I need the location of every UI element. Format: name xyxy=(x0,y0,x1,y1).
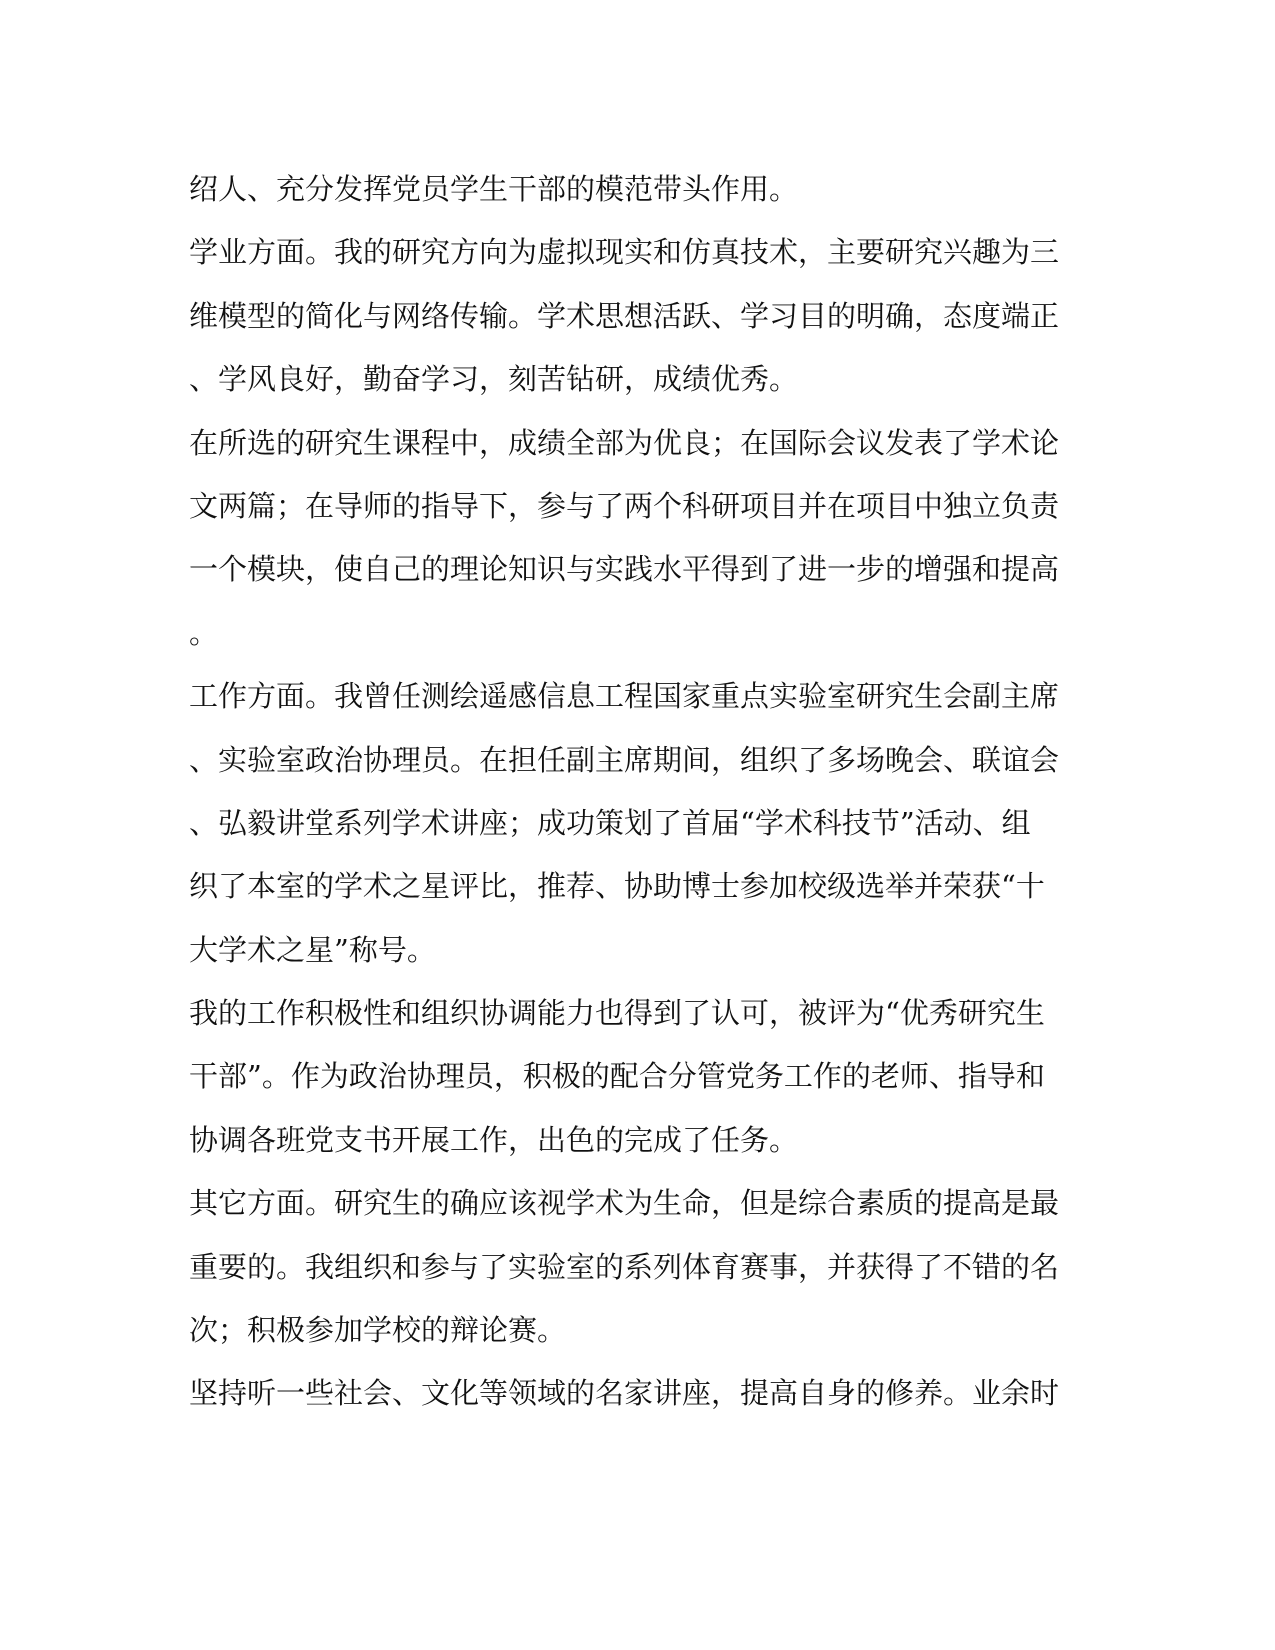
text-line: 维模型的简化与网络传输。学术思想活跃、学习目的明确，态度端正 xyxy=(189,298,1060,333)
text-line: 一个模块，使自己的理论知识与实践水平得到了进一步的增强和提高 xyxy=(189,552,1060,587)
text-line: 次；积极参加学校的辩论赛。 xyxy=(189,1313,567,1348)
text-line: 其它方面。研究生的确应该视学术为生命，但是综合素质的提高是最 xyxy=(189,1186,1060,1221)
body-text xyxy=(189,158,1069,1426)
text-line: 绍人、充分发挥党员学生干部的模范带头作用。 xyxy=(189,172,799,206)
text-line: 重要的。我组织和参与了实验室的系列体育赛事，并获得了不错的名 xyxy=(189,1249,1060,1284)
text-line: 在所选的研究生课程中，成绩全部为优良；在国际会议发表了学术论 xyxy=(189,425,1060,460)
text-line: 。 xyxy=(189,615,219,650)
text-line: 工作方面。我曾任测绘遥感信息工程国家重点实验室研究生会副主席 xyxy=(189,679,1060,714)
text-line: 协调各班党支书开展工作，出色的完成了任务。 xyxy=(189,1122,799,1157)
text-line: 我的工作积极性和组织协调能力也得到了认可，被评为“优秀研究生 xyxy=(189,996,1045,1031)
text-line: 、学风良好，勤奋学习，刻苦钻研，成绩优秀。 xyxy=(189,362,799,397)
text-line: 、实验室政治协理员。在担任副主席期间，组织了多场晚会、联谊会 xyxy=(189,742,1060,777)
text-line: 学业方面。我的研究方向为虚拟现实和仿真技术，主要研究兴趣为三 xyxy=(189,235,1060,270)
text-line: 大学术之星”称号。 xyxy=(189,932,436,967)
text-line: 干部”。作为政治协理员，积极的配合分管党务工作的老师、指导和 xyxy=(189,1059,1045,1094)
text-line: 文两篇；在导师的指导下，参与了两个科研项目并在项目中独立负责 xyxy=(189,488,1060,523)
text-line: 坚持听一些社会、文化等领域的名家讲座，提高自身的修养。业余时 xyxy=(189,1376,1060,1411)
text-line: 、弘毅讲堂系列学术讲座；成功策划了首届“学术科技节”活动、组 xyxy=(189,805,1031,840)
text-line: 织了本室的学术之星评比，推荐、协助博士参加校级选举并荣获“十 xyxy=(189,869,1045,904)
